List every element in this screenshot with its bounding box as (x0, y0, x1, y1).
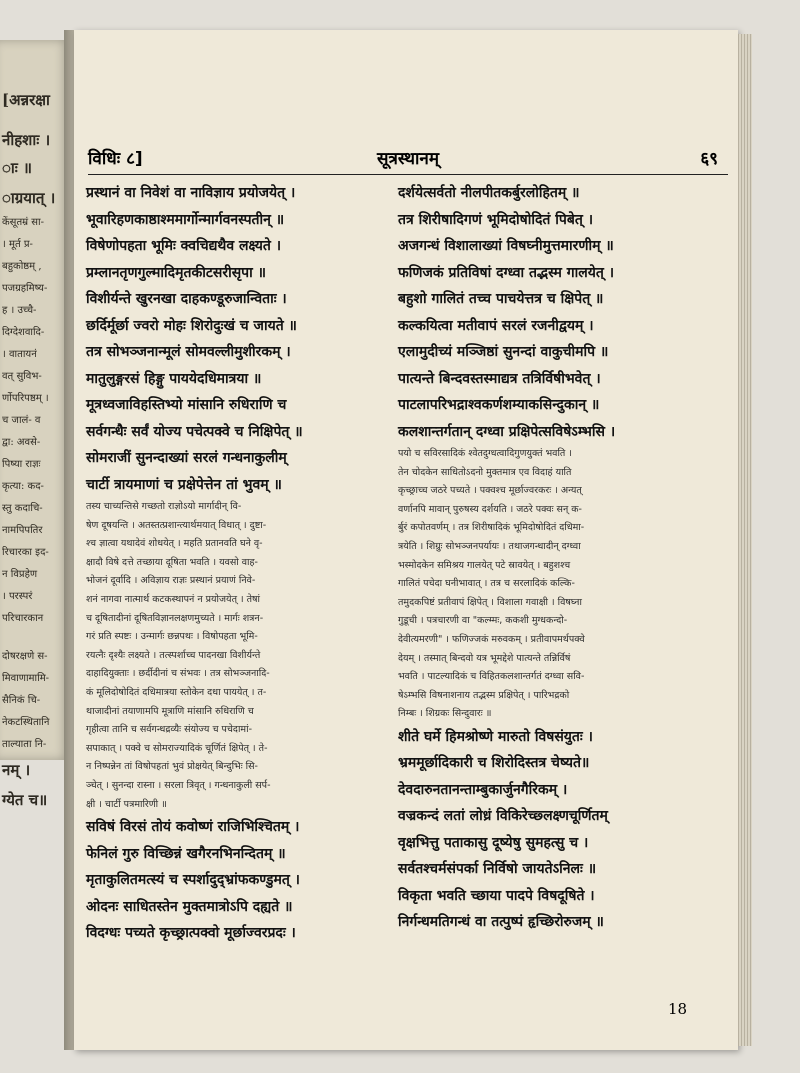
commentary-line: देवीत्यमरणी" । फणिज्जकं मरुवकम् । प्रतीवापमर्थपक्वे (398, 633, 585, 645)
verse-line: एलामुदीच्यं मञ्जिष्ठां सुनन्दां वाकुचीमपि ॥ (398, 344, 609, 360)
commentary-line: शनं नागवा नात्मार्थ कटकस्थापनं न प्रयोजयेत् । तेषां (86, 593, 260, 605)
previous-page-line: नेकटस्थितानि (2, 717, 50, 728)
verse-line: विकृता भवति च्छाया पादपे विषदूषिते । (398, 887, 595, 904)
previous-page-line: स्तु कदाचि- (2, 503, 43, 514)
commentary-line: तेन चोदकेन साधितोऽदनो मुक्तमात्र एव विदाहं याति (398, 466, 572, 478)
commentary-line: निम्बः । शिग्रकः सिन्दुवारः ॥ (398, 708, 492, 720)
previous-page-line: मिवाणामामि- (2, 673, 50, 684)
previous-page-line: केंसूतम्रं सा- (2, 217, 45, 228)
previous-page-line: सैनिकं चि- (2, 695, 41, 706)
verse-line: मातुलुङ्गरसं हिङ्गु पाययेदधिमात्रया ॥ (86, 370, 262, 387)
commentary-line: तमुदकपिष्टं प्रतीवापं क्षिपेत् । विशाला गवाक्षी । विषघ्ना (398, 596, 582, 608)
verse-line: सर्वगन्धैः सर्वं योज्य पचेत्पक्वे च निक्षिपेत् ॥ (86, 423, 303, 440)
verse-line: वृक्षभित्तु पताकासु दूष्येषु सुमहत्सु च । (398, 834, 589, 851)
commentary-line: गृहीत्वा तानि च सर्वगन्धद्रव्यैः संयोज्य च पचेदामां- (86, 724, 252, 736)
previous-page-line: र्णोपरिपष्ठम् । (2, 393, 49, 404)
previous-page-line: ाग्रयात् । (2, 189, 56, 207)
commentary-line: षेऽम्भसि विषनाशनाय तद्भस्म प्रक्षिपेत् । पारिभद्रको (398, 689, 570, 701)
commentary-line: भवति । पाटल्यादिकं च विहितकलशान्तर्गतं दग्ध्वा सवि- (398, 671, 585, 683)
previous-page-line: । वातायनं (2, 349, 37, 360)
commentary-line: भस्मोदकेन समिश्रय गालयेत् पटे स्रावयेत् । बहुशश्च (398, 559, 571, 571)
verse-line: चार्टी त्रायमाणां च प्रक्षेपेत्तेन तां भुवम् ॥ (86, 476, 282, 493)
verse-line: विदग्धः पच्यते कृच्छ्रात्पक्वो मूर्छाज्वरप्रदः । (86, 925, 296, 942)
previous-page-line: ग्येत च॥ (2, 791, 48, 809)
commentary-line: षेण दूषयन्ति । अतस्तत्प्रशान्त्यार्थमयात् विधात् । दुष्टा- (86, 519, 267, 531)
commentary-line: वर्णानपि मावान् पुरुषस्य दर्शयति । जठरे पक्वः सन् क- (398, 503, 582, 515)
verse-line: देवदारुनतानन्ताम्बुकार्जुनगैरिकम् । (398, 781, 568, 798)
verse-line: पाटलापरिभद्राश्वकर्णशम्याकसिन्दुकान् ॥ (398, 397, 600, 413)
commentary-line: र्बुरं कपोतवर्णम् । तत्र शिरीषादिकं भूमिदोषोदितं दधिमा- (398, 522, 585, 534)
commentary-line: दाहादियुक्ताः । छर्दीदीनां च संभवः । तत्र सोभञ्जनादि- (86, 668, 270, 680)
commentary-line: देयम् । तस्मात् बिन्दवो यत्र भूमद्देशे पात्यन्ते तन्निर्विषं (398, 652, 571, 664)
previous-page-line: कृत्या: कद- (2, 481, 44, 492)
commentary-line: गुडूची । पत्रचारणी वा "कल्म्मः, ककशी मुग्धकन्दो- (398, 615, 568, 627)
previous-page-line: पिष्या राज्ञः (2, 459, 41, 470)
verse-line: तत्र सोभञ्जनान्मूलं सोमवल्लीमुशीरकम् । (86, 344, 291, 360)
previous-page-line: नामपिपतिर (2, 525, 43, 536)
verse-line: दर्शयेत्सर्वतो नीलपीतकर्बुरलोहितम् ॥ (398, 185, 580, 201)
verse-line: कल्कयित्वा मतीवापं सरलं रजनीद्वयम् । (398, 317, 594, 334)
page-edges (738, 34, 752, 1046)
previous-page-line: परिचारकान (2, 613, 44, 624)
verse-line: भूवारिहणकाष्ठाश्ममार्गोन्मार्गवनस्पतीन् ॥ (86, 211, 285, 228)
left-column (86, 180, 378, 947)
commentary-line: कं मूलिदोषोदितं दधिमात्रया स्तोकेन दधा पाययेत् । त- (86, 686, 267, 698)
previous-page-line: ह । उच्चै- (2, 305, 37, 316)
verse-line: भ्रममूर्छादिकारी च शिरोदिस्तत्र चेष्यते॥ (398, 755, 590, 772)
commentary-line: कृच्छ्राच्च जठरे पच्यते । पक्वश्च मूर्छाज्वरकरः । अन्यत् (398, 485, 582, 497)
right-column (398, 180, 690, 936)
commentary-line: त्रयेति । शिग्रुः सोभञ्जनपर्यायः । तथाजगन्धादीन् दग्ध्वा (398, 540, 581, 552)
verse-line: वज्रकन्दं लतां लोध्रं विकिरेच्छ्लक्ष्णचूर्णितम् (398, 808, 608, 825)
commentary-line: क्षादौ विषे दत्ते तच्छाया दूषिता भवति । यवसो वाह- (86, 556, 258, 568)
verse-line: कलशान्तर्गतान् दग्ध्वा प्रक्षिपेत्सविषेऽम्भसि । (398, 423, 616, 440)
verse-line: छर्दिर्मूर्छा ज्वरो मोहः शिरोदुःखं च जायते ॥ (86, 317, 297, 334)
commentary-line: न निष्पन्नेन तां विषोपहतां भुवं प्रोक्षयेत् बिन्दुभिः सि- (86, 761, 258, 773)
verse-line: फेनिलं गुरु विच्छिन्नं खगैरनभिनन्दितम् ॥ (86, 845, 286, 862)
commentary-line: पयो च सविरसादिकं श्वेतदुग्धत्वादिगुणयुक्तं भवति । (398, 448, 572, 459)
previous-page-line: ाः ॥ (2, 159, 33, 177)
verse-line: मृताकुलितमत्स्यं च स्पर्शादुद्भ्रांफकण्डुमत् । (86, 872, 300, 889)
verse-line: तत्र शिरीषादिगणं भूमिदोषोदितं पिबेत् । (398, 211, 593, 228)
previous-page-line: नीहशाः । (2, 131, 51, 149)
commentary-line: क्षी । चार्टी पत्रमारिणी ॥ (86, 798, 167, 810)
previous-page-line: । मूर्त प्र- (2, 239, 33, 250)
book-page (74, 30, 738, 1050)
previous-page-line: दिग्देशवादि- (2, 327, 45, 338)
verse-line: सविषं विरसं तोयं कवोष्णं राजिभिश्चितम् । (86, 819, 300, 836)
previous-page-line: दोषरक्षणे स- (2, 651, 48, 662)
previous-page-line: च जालं- व (2, 415, 41, 426)
commentary-line: रयत्नैः दृश्यैः लक्ष्यते । तत्स्पर्शाच्च पादनखा विशीर्यन्ते (86, 649, 261, 661)
verse-line: शीते घर्मे हिमश्रोष्णे मारुतो विषसंयुतः । (398, 728, 593, 745)
verse-line: बहुशो गालितं तच्च पाचयेत्तत्र च क्षिपेत् ॥ (398, 291, 604, 307)
previous-page-line: पजग्रहमिष्य- (2, 283, 48, 294)
commentary-line: गालितं पचेदा घनीभावात् । तत्र च सरलादिकं कल्कि- (398, 578, 575, 590)
verse-line: अजगन्धं विशालाख्यां विषघ्नीमुत्तमारणीम् ॥ (398, 238, 614, 254)
previous-page-line: । परस्परं (2, 591, 33, 602)
verse-line: निर्गन्धमतिगन्धं वा तत्पुष्पं हृच्छिरोरुजम् ॥ (398, 914, 604, 931)
verse-line: विषेणोपहता भूमिः क्वचिद्यथैव लक्ष्यते । (86, 238, 282, 254)
previous-page-line: ताल्याता नि- (2, 739, 47, 750)
commentary-line: सपाकात् । पक्वे च सोमराज्यादिकं चूर्णितं क्षिपेत् । ते- (86, 742, 268, 754)
previous-page-line: नम् । (2, 761, 31, 779)
verse-line: विशीर्यन्ते खुरनखा दाहकण्डूरुजान्विताः । (86, 291, 287, 307)
commentary-line: थाजादीनां तयाणामपि मूत्राणि मांसानि रुधिराणि च (86, 705, 254, 717)
previous-page-line: द्वा: अवसे- (2, 437, 41, 448)
verse-line: प्रम्लानतृणगुल्मादिमृतकीटसरीसृपा ॥ (86, 264, 266, 281)
previous-page-line: [अन्नरक्षा (2, 91, 50, 109)
previous-page-fragment (0, 40, 70, 809)
previous-page-line: रिचारका इद- (2, 547, 49, 558)
verse-line: सर्वतश्चर्मसंपर्का निर्विषो जायतेऽनिलः ॥ (398, 861, 597, 878)
verse-line: फणिजकं प्रतिविषां दग्ध्वा तद्भस्म गालयेत् । (398, 264, 615, 281)
commentary-line: श्च ज्ञात्वा यथादेवं शोधयेत् । महति प्रतानवति घने वृ- (86, 538, 263, 550)
verse-line: प्रस्थानं वा निवेशं वा नाविज्ञाय प्रयोजयेत् । (86, 185, 296, 201)
verse-line: सोमराजीं सुनन्दाख्यां सरलं गन्धनाकुलीम् (86, 450, 287, 466)
page-number-devanagari: ६९ (700, 149, 718, 169)
section-label: विधिः ८] (88, 149, 143, 169)
commentary-line: ञ्चेत् । सुनन्दा रास्ना । सरला त्रिवृत् । गन्धनाकुली सर्प- (86, 779, 271, 791)
commentary-line: गरं प्रति स्पष्टः । उन्मार्गः छन्नपथः । विषोपहता भूमि- (86, 631, 258, 643)
commentary-line: च दूषितादीनां दूषितविज्ञानलक्षणमुच्यते । मार्गः शत्रन- (86, 612, 264, 624)
page-number: 18 (668, 1000, 688, 1018)
verse-line: पात्यन्ते बिन्दवस्तस्माद्यत्र तत्रिर्विषीभवेत् । (398, 370, 601, 387)
commentary-line: तस्य चाच्यन्तिसे गच्छतो राज्ञोऽयो मार्गादीन् वि- (86, 501, 242, 512)
previous-page-line: वत् सुविभ- (2, 371, 42, 382)
previous-page-line: बहुकोष्ठम् , (2, 261, 42, 272)
commentary-line: भोजनं दूर्वादि । अविज्ञाय राज्ञः प्रस्थानं प्रयाणं निवे- (86, 575, 256, 587)
previous-page-line: न विप्रहेण (2, 569, 38, 580)
running-header (88, 146, 728, 175)
chapter-title: सूत्रस्थानम् (376, 149, 440, 169)
verse-line: ओदनः साधितस्तेन मुक्तमात्रोऽपि दह्यते ॥ (86, 898, 293, 915)
verse-line: मूत्रध्वजाविहस्तिभ्यो मांसानि रुधिराणि च (86, 397, 287, 413)
